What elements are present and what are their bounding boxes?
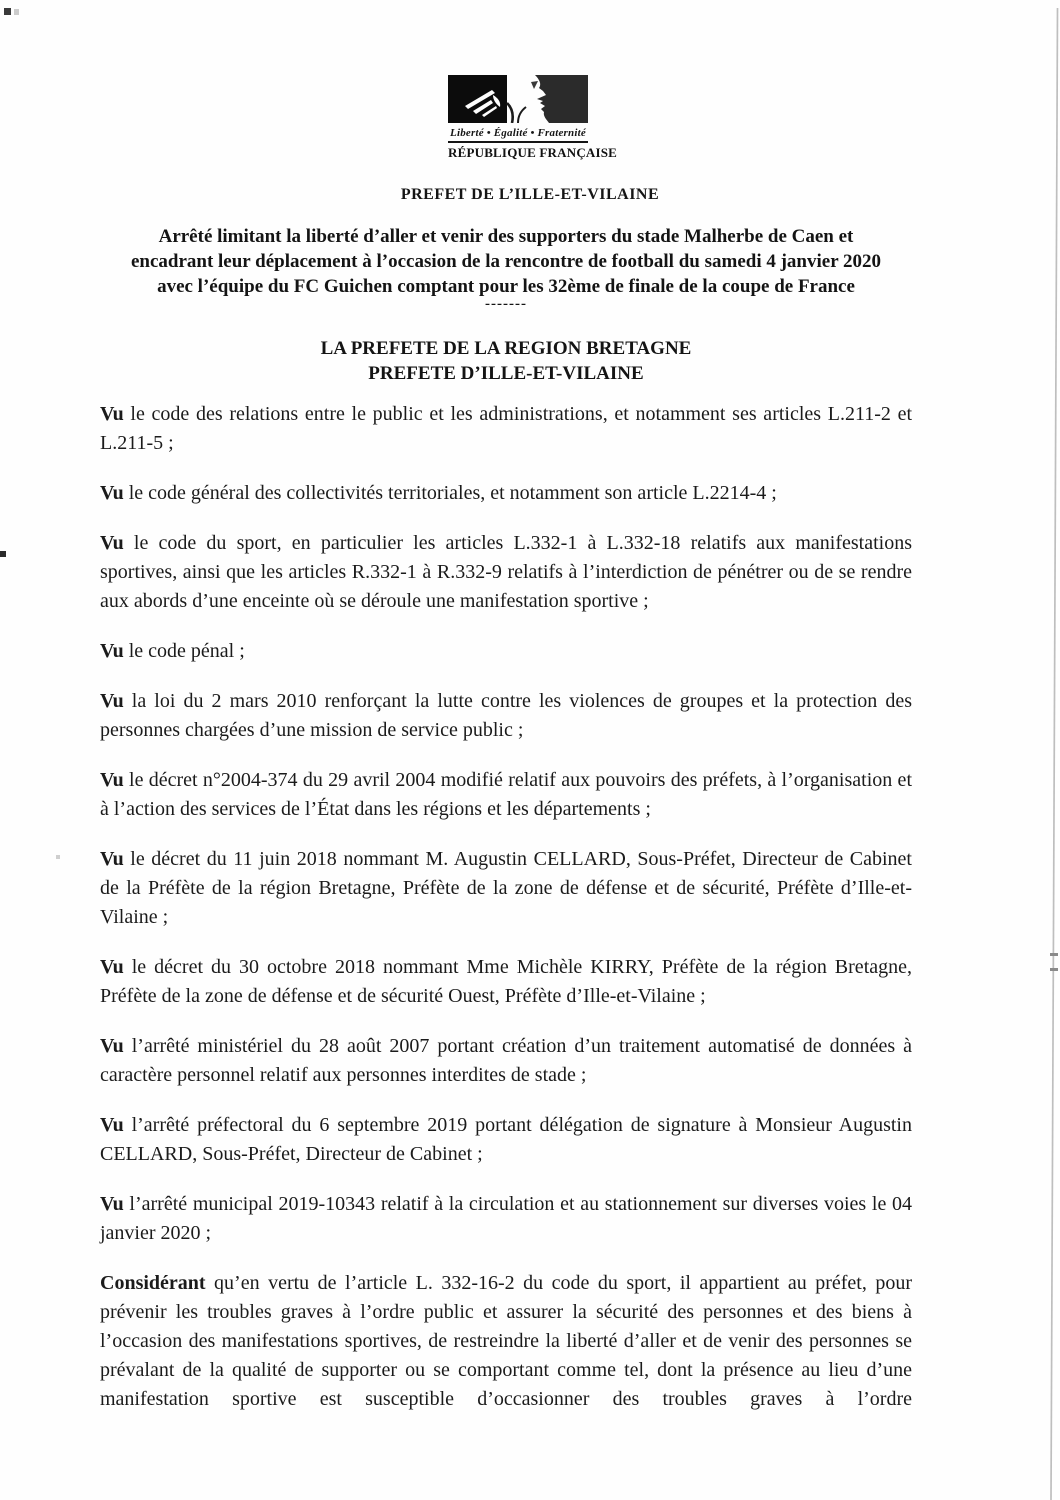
paragraph-text: l’arrêté ministériel du 28 août 2007 portant création d’un traitement automatisé de données à caractère personnel relatif aux personnes interdites de stade ; [100, 1035, 912, 1086]
decree-title-line: encadrant leur déplacement à l’occasion de la rencontre de football du samedi 4 janvier 2020 [130, 251, 882, 272]
vu-paragraph [100, 479, 912, 508]
considerant-lead: Considérant [100, 1272, 206, 1294]
paragraph-text: le décret n°2004-374 du 29 avril 2004 modifié relatif aux pouvoirs des préfets, à l’organisation et à l’action des services de l’État dans les régions et les départements ; [100, 769, 912, 820]
vu-paragraph [100, 687, 912, 745]
vu-lead: Vu [100, 690, 124, 712]
paragraph-text: le décret du 30 octobre 2018 nommant Mme Michèle KIRRY, Préfète de la région Bretagne, Préfète de la zone de défense et de sécurité Ouest, Préfète d’Ille-et-Vilaine ; [100, 956, 912, 1007]
paragraph-text: l’arrêté préfectoral du 6 septembre 2019 portant délégation de signature à Monsieur Augustin CELLARD, Sous-Préfet, Directeur de Cabinet ; [100, 1114, 912, 1165]
paragraph-text: qu’en vertu de l’article L. 332-16-2 du code du sport, il appartient au préfet, pour prévenir les troubles graves à l’ordre public et assurer la sécurité des personnes et des biens à l’occasion des manifestations sportives, de restreindre la liberté d’aller et de venir des personnes se prévalant de la qualité de supporter ou se comportant comme tel, dont la présence au lieu d’une manifestation sportive est susceptible d’occasionner des troubles graves à l’ordre [100, 1272, 912, 1410]
vu-lead: Vu [100, 1035, 124, 1057]
vu-paragraph [100, 845, 912, 932]
scan-dot-left-mid [56, 855, 60, 859]
decree-title-line: avec l’équipe du FC Guichen comptant pour les 32ème de finale de la coupe de France [157, 276, 855, 297]
scan-speck-light [14, 9, 19, 15]
vu-lead: Vu [100, 769, 124, 791]
separator-dashes: ------- [485, 296, 527, 312]
vu-paragraph [100, 953, 912, 1011]
scan-dash-left-edge [0, 551, 6, 557]
authority-line: LA PREFETE DE LA REGION BRETAGNE [320, 338, 692, 359]
vu-paragraph [100, 400, 912, 458]
decree-title [100, 224, 912, 299]
paragraph-text: l’arrêté municipal 2019-10343 relatif à la circulation et au stationnement sur diverses voies le 04 janvier 2020 ; [100, 1193, 912, 1244]
vu-paragraph [100, 1111, 912, 1169]
marianne-icon [448, 75, 588, 123]
vu-lead: Vu [100, 1193, 124, 1215]
paragraph-text: la loi du 2 mars 2010 renforçant la lutte contre les violences de groupes et la protection des personnes chargées d’une mission de service public ; [100, 690, 912, 741]
authority-heading [100, 336, 912, 386]
paragraph-text: le décret du 11 juin 2018 nommant M. Augustin CELLARD, Sous-Préfet, Directeur de Cabinet de la Préfète de la région Bretagne, Préfète de la zone de défense et de sécurité, Préfète d’Ille-et-Vilaine ; [100, 848, 912, 928]
vu-paragraph [100, 1190, 912, 1248]
vu-lead: Vu [100, 403, 124, 425]
vu-lead: Vu [100, 482, 124, 504]
paragraph-text: le code pénal ; [123, 640, 245, 662]
republic-name: RÉPUBLIQUE FRANÇAISE [448, 145, 618, 160]
scan-speck-dark [4, 8, 11, 15]
vu-lead: Vu [100, 640, 124, 662]
paragraph-text: le code des relations entre le public et les administrations, et notamment ses articles L.211-2 et L.211-5 ; [100, 403, 912, 454]
vu-paragraph [100, 766, 912, 824]
vu-lead: Vu [100, 532, 124, 554]
prefecture-heading: PREFET DE L’ILLE-ET-VILAINE [400, 186, 660, 203]
vu-lead: Vu [100, 956, 124, 978]
vu-paragraph [100, 1032, 912, 1090]
authority-line: PREFETE D’ILLE-ET-VILAINE [368, 363, 644, 384]
decree-title-line: Arrêté limitant la liberté d’aller et venir des supporters du stade Malherbe de Caen et [158, 226, 854, 247]
logo-divider [448, 141, 588, 143]
vu-paragraph [100, 529, 912, 616]
vu-paragraph [100, 637, 912, 666]
vu-lead: Vu [100, 848, 124, 870]
decree-body [100, 400, 912, 1435]
logo-motto: Liberté • Égalité • Fraternité [450, 127, 586, 139]
considerant-paragraph [100, 1269, 912, 1414]
paragraph-text: le code général des collectivités territoriales, et notamment son article L.2214-4 ; [123, 482, 777, 504]
paragraph-text: le code du sport, en particulier les articles L.332-1 à L.332-18 relatifs aux manifestations sportives, ainsi que les articles R.332-1 à R.332-9 relatifs à l’interdiction de pénétrer ou de se rendre aux abords d’une enceinte où se déroule une manifestation sportive ; [100, 532, 912, 612]
vu-lead: Vu [100, 1114, 124, 1136]
republic-logo [448, 75, 618, 161]
